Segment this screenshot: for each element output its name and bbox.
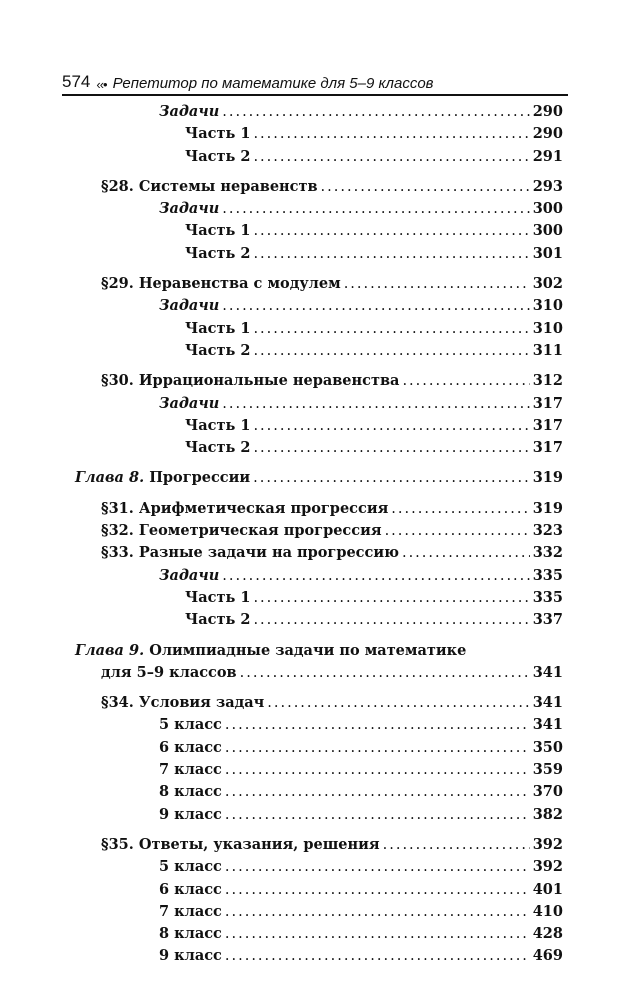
toc-page-number: 359 — [532, 761, 563, 779]
toc-page-number: 341 — [532, 716, 563, 734]
toc-entry-label: 6 класс — [159, 880, 222, 898]
toc-entry-label: Задачи — [159, 566, 220, 584]
toc-entry-label: Часть 2 — [185, 147, 251, 165]
toc-entry-tasks — [75, 103, 563, 125]
toc-page-number: 317 — [532, 416, 563, 434]
dot-leader — [222, 201, 529, 217]
dot-leader — [225, 762, 530, 778]
toc-page-number: 317 — [532, 394, 563, 412]
toc-entry-label: 9 класс — [159, 805, 222, 823]
toc-entry-tasks — [75, 297, 563, 319]
toc-page-number: 310 — [532, 319, 563, 337]
book-title: Репетитор по математике для 5–9 классов — [112, 75, 434, 92]
toc-entry-part — [75, 245, 563, 267]
toc-entry-part — [75, 320, 563, 342]
toc-page-number: 350 — [532, 738, 563, 756]
dot-leader — [402, 373, 529, 389]
dot-leader — [225, 882, 530, 898]
dot-leader — [222, 568, 529, 584]
chapter-prefix: Глава 9. — [75, 641, 145, 659]
toc-entry-section — [75, 372, 563, 394]
toc-entry-label: 7 класс — [159, 902, 222, 920]
toc-entry-label: Часть 1 — [185, 416, 251, 434]
toc-page-number: 341 — [532, 694, 563, 712]
toc-page-number: 401 — [532, 880, 563, 898]
dot-leader — [253, 470, 530, 486]
toc-entry-grade — [75, 858, 563, 880]
dot-leader — [383, 837, 530, 853]
toc-page-number: 310 — [532, 297, 563, 315]
toc-entry-label: Часть 1 — [185, 588, 251, 606]
toc-entry-label: 9 класс — [159, 947, 222, 965]
toc-group — [75, 103, 563, 170]
toc-page-number: 392 — [532, 835, 563, 853]
toc-entry-section — [75, 544, 563, 566]
dot-leader — [225, 904, 530, 920]
dot-leader — [321, 179, 530, 195]
toc-entry-label: Часть 1 — [185, 222, 251, 240]
toc-entry-section — [75, 275, 563, 297]
dot-leader — [402, 545, 530, 561]
toc-entry-label: Часть 2 — [185, 244, 251, 262]
toc-entry-label: Задачи — [159, 200, 220, 218]
toc-page-number: 319 — [532, 469, 563, 487]
dot-leader — [253, 246, 529, 262]
toc-page-number: 290 — [532, 103, 563, 120]
dot-leader — [225, 948, 530, 964]
toc-entry-label: §31. Арифметическая прогрессия — [101, 499, 389, 517]
toc-group — [75, 275, 563, 364]
table-of-contents — [75, 103, 563, 970]
toc-entry-label: §35. Ответы, указания, решения — [101, 835, 380, 853]
toc-page-number: 469 — [532, 947, 563, 965]
toc-entry-label: §30. Иррациональные неравенства — [101, 372, 400, 390]
toc-page-number: 332 — [532, 544, 563, 562]
dot-leader — [253, 440, 529, 456]
toc-entry-label: Часть 1 — [185, 125, 251, 143]
toc-group — [75, 469, 563, 491]
toc-entry-label: Задачи — [159, 394, 220, 412]
toc-entry-part — [75, 342, 563, 364]
page-number: 574 — [62, 72, 91, 91]
header-ornament: ‹‹• — [96, 77, 107, 92]
toc-entry-label: Задачи — [159, 297, 220, 315]
toc-entry-label: §29. Неравенства с модулем — [101, 275, 341, 293]
dot-leader — [225, 717, 530, 733]
dot-leader — [253, 223, 529, 239]
toc-entry-part — [75, 611, 563, 633]
dot-leader — [225, 926, 530, 942]
toc-entry-chapter — [75, 469, 563, 491]
toc-entry-label: §32. Геометрическая прогрессия — [101, 522, 382, 540]
toc-entry-grade — [75, 761, 563, 783]
toc-entry-label: Часть 2 — [185, 439, 251, 457]
toc-page-number: 302 — [532, 275, 563, 293]
toc-entry-part — [75, 439, 563, 461]
toc-entry-chapter-head — [75, 642, 563, 664]
toc-entry-label: Задачи — [159, 103, 220, 120]
dot-leader — [240, 665, 530, 681]
toc-entry-tasks — [75, 567, 563, 589]
toc-page-number: 382 — [532, 805, 563, 823]
toc-entry-label: §34. Условия задач — [101, 694, 265, 712]
toc-page-number: 290 — [532, 125, 563, 143]
toc-page-number: 300 — [532, 222, 563, 240]
toc-entry-section — [75, 694, 563, 716]
toc-group — [75, 178, 563, 267]
toc-entry-label: 8 класс — [159, 925, 222, 943]
dot-leader — [344, 276, 530, 292]
toc-entry-grade — [75, 806, 563, 828]
toc-entry-label: для 5–9 классов — [101, 663, 237, 681]
dot-leader — [253, 612, 529, 628]
dot-leader — [222, 104, 529, 120]
dot-leader — [225, 740, 530, 756]
toc-group — [75, 372, 563, 461]
toc-entry-label: 5 класс — [159, 716, 222, 734]
toc-entry-grade — [75, 947, 563, 969]
dot-leader — [253, 321, 529, 337]
toc-entry-label: Часть 2 — [185, 611, 251, 629]
toc-entry-label: Олимпиадные задачи по математике — [149, 641, 467, 659]
toc-page-number: 335 — [532, 588, 563, 606]
toc-group — [75, 500, 563, 634]
toc-group — [75, 836, 563, 970]
toc-entry-part — [75, 417, 563, 439]
dot-leader — [253, 590, 529, 606]
toc-page-number: 370 — [532, 783, 563, 801]
toc-entry-label: §28. Системы неравенств — [101, 177, 318, 195]
toc-entry-section — [75, 178, 563, 200]
toc-entry-label: 5 класс — [159, 858, 222, 876]
toc-entry-section — [75, 500, 563, 522]
toc-entry-tasks — [75, 395, 563, 417]
toc-group — [75, 642, 563, 687]
toc-page-number: 319 — [532, 499, 563, 517]
toc-page-number: 291 — [532, 147, 563, 165]
toc-entry-grade — [75, 783, 563, 805]
toc-entry-label: Часть 2 — [185, 341, 251, 359]
dot-leader — [391, 501, 529, 517]
toc-entry-label: Прогрессии — [149, 469, 251, 487]
toc-page-number: 293 — [532, 177, 563, 195]
toc-page-number: 410 — [532, 902, 563, 920]
toc-entry-label: 8 класс — [159, 783, 222, 801]
toc-page-number: 312 — [532, 372, 563, 390]
chapter-prefix: Глава 8. — [75, 469, 145, 487]
dot-leader — [225, 807, 530, 823]
toc-entry-tasks — [75, 200, 563, 222]
dot-leader — [222, 298, 529, 314]
toc-entry-grade — [75, 716, 563, 738]
toc-entry-part — [75, 125, 563, 147]
toc-entry-grade — [75, 739, 563, 761]
dot-leader — [253, 126, 529, 142]
toc-entry-section — [75, 522, 563, 544]
toc-entry-part — [75, 222, 563, 244]
toc-page-number: 323 — [532, 522, 563, 540]
dot-leader — [253, 418, 529, 434]
toc-page-number: 341 — [532, 663, 563, 681]
toc-entry-part — [75, 589, 563, 611]
dot-leader — [267, 695, 529, 711]
toc-entry-part — [75, 148, 563, 170]
toc-entry-label: 7 класс — [159, 761, 222, 779]
dot-leader — [222, 396, 529, 412]
toc-entry-section — [75, 836, 563, 858]
dot-leader — [253, 149, 529, 165]
toc-page-number: 317 — [532, 439, 563, 457]
dot-leader — [385, 523, 530, 539]
toc-page-number: 428 — [532, 925, 563, 943]
running-header — [62, 64, 568, 96]
dot-leader — [253, 343, 529, 359]
toc-entry-label: 6 класс — [159, 738, 222, 756]
toc-page-number: 311 — [532, 341, 563, 359]
toc-entry-grade — [75, 903, 563, 925]
dot-leader — [225, 784, 530, 800]
toc-entry-label: Часть 1 — [185, 319, 251, 337]
toc-group — [75, 694, 563, 828]
toc-entry-label: §33. Разные задачи на прогрессию — [101, 544, 399, 562]
toc-page-number: 335 — [532, 566, 563, 584]
toc-entry-grade — [75, 925, 563, 947]
toc-entry-cont — [75, 664, 563, 686]
toc-page-number: 392 — [532, 858, 563, 876]
toc-page-number: 300 — [532, 200, 563, 218]
toc-page-number: 301 — [532, 244, 563, 262]
dot-leader — [225, 859, 530, 875]
toc-entry-grade — [75, 881, 563, 903]
toc-page-number: 337 — [532, 611, 563, 629]
